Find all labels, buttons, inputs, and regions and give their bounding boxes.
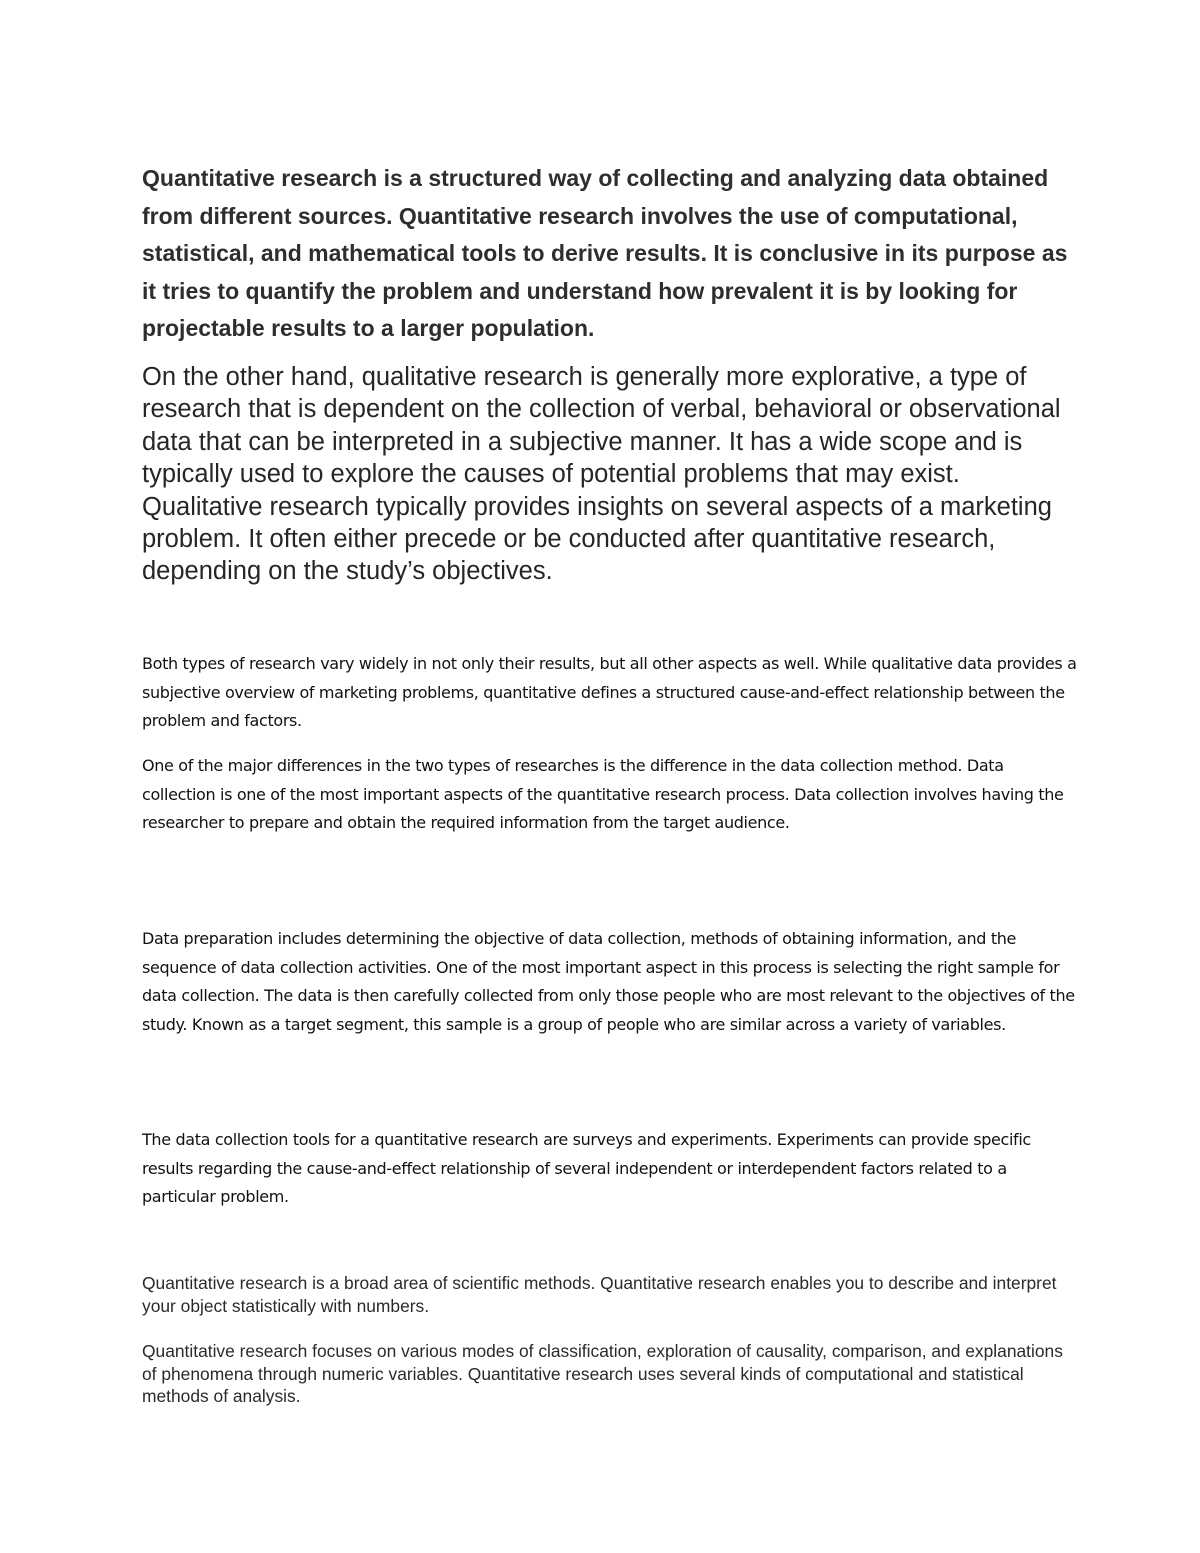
paragraph-broad-area: Quantitative research is a broad area of scientific methods. Quantitative research enables you to describe and interpret your object statistically with numbers. <box>142 1273 1057 1316</box>
paragraph-data-collection-tools: The data collection tools for a quantitative research are surveys and experiments. Experiments can provide specific results regarding the cause-and-effect relationship of several independent or interdependent factors related to a particular problem. <box>142 1130 1031 1206</box>
paragraph-major-differences: One of the major differences in the two types of researches is the difference in the data collection method. Data collection is one of the most important aspects of the quantitative research process. Data collection involves having the researcher to prepare and obtain the required information from the target audience. <box>142 756 1064 832</box>
paragraph-focus: Quantitative research focuses on various modes of classification, exploration of causality, comparison, and explanations of phenomena through numeric variables. Quantitative research uses several kinds of computational and statistical methods of analysis. <box>142 1341 1063 1406</box>
paragraph-both-types: Both types of research vary widely in not only their results, but all other aspects as well. While qualitative data provides a subjective overview of marketing problems, quantitative defines a structured cause-and-effect relationship between the problem and factors. <box>142 654 1077 730</box>
paragraph-data-preparation: Data preparation includes determining the objective of data collection, methods of obtaining information, and the sequence of data collection activities. One of the most important aspect in this process is selecting the right sample for data collection. The data is then carefully collected from only those people who are most relevant to the objectives of the study. Known as a target segment, this sample is a group of people who are similar across a variety of variables. <box>142 929 1075 1034</box>
paragraph-quantitative-definition: Quantitative research is a structured way of collecting and analyzing data obtained from different sources. Quantitative research involves the use of computational, statistical, and mathematical tools to derive results. It is conclusive in its purpose as it tries to quantify the problem and understand how prevalent it is by looking for projectable results to a larger population. <box>142 165 1068 342</box>
paragraph-qualitative-definition: On the other hand, qualitative research is generally more explorative, a type of research that is dependent on the collection of verbal, behavioral or observational data that can be interpreted in a subjective manner. It has a wide scope and is typically used to explore the causes of potential problems that may exist. Qualitative research typically provides insights on several aspects of a marketing problem. It often either precede or be conducted after quantitative research, depending on the study’s objectives. <box>142 363 1061 586</box>
